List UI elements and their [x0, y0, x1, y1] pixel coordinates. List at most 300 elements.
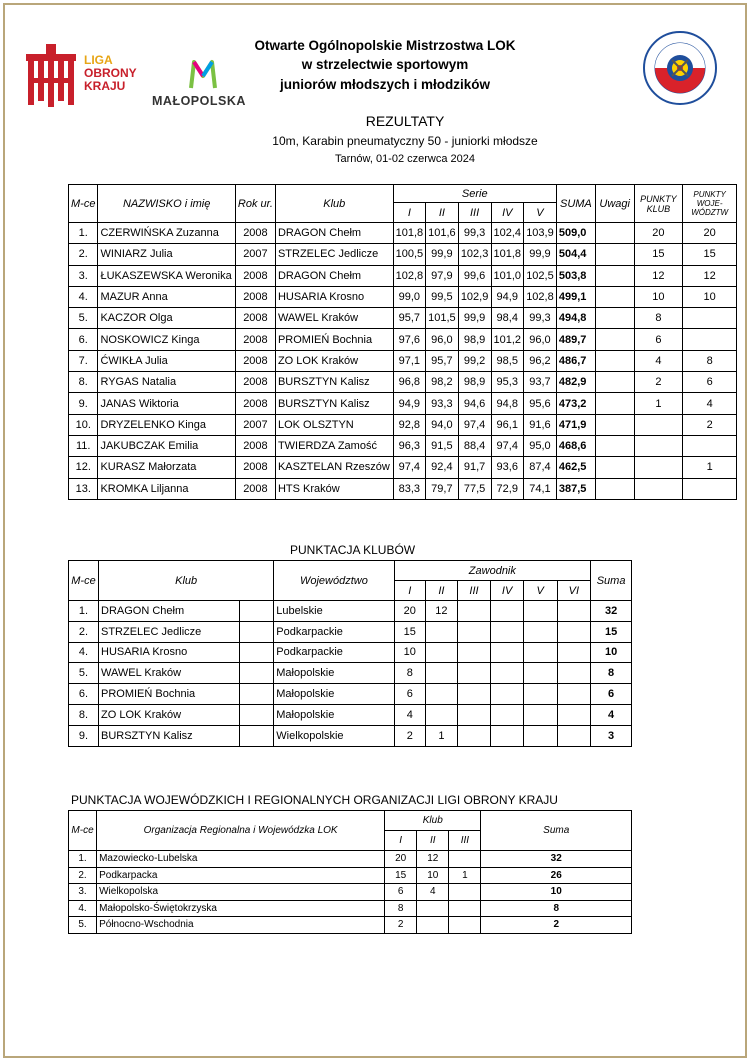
table-row	[69, 223, 737, 244]
col-year: Rok ur.	[235, 185, 275, 223]
clubs-col-z2: II	[426, 581, 458, 601]
points-cell: 10	[394, 642, 426, 663]
regions-table	[68, 810, 632, 934]
points-cell	[426, 663, 458, 684]
results-title: REZULTATY	[365, 113, 445, 129]
col-place: M-ce	[69, 185, 98, 223]
clubs-col-z3: III	[457, 581, 491, 601]
points-cell: 6	[394, 684, 426, 705]
eagle-logo-icon	[22, 42, 80, 110]
sum-cell: 32	[591, 601, 632, 622]
series-cell: 102,8	[393, 265, 426, 286]
series-cell: 79,7	[426, 478, 459, 499]
place-cell: 9.	[69, 725, 99, 746]
place-cell: 3.	[69, 265, 98, 286]
points-cell	[557, 663, 591, 684]
malopolska-m-icon	[188, 58, 218, 90]
points-cell	[557, 642, 591, 663]
competition-name: 10m, Karabin pneumatyczny 50 - juniorki młodsze	[272, 134, 538, 148]
series-cell: 97,4	[458, 414, 491, 435]
place-cell: 5.	[69, 308, 98, 329]
points-cell	[491, 704, 524, 725]
year-cell: 2008	[235, 350, 275, 371]
points-cell: 2	[385, 917, 417, 934]
place-cell: 8.	[69, 372, 98, 393]
series-cell: 98,9	[458, 329, 491, 350]
points-cell	[491, 642, 524, 663]
sum-cell: 503,8	[556, 265, 595, 286]
voiv-points-cell	[683, 435, 737, 456]
place-cell: 1.	[69, 223, 98, 244]
points-cell	[523, 621, 557, 642]
regions-col-place: M-ce	[69, 811, 97, 851]
series-cell: 95,7	[426, 350, 459, 371]
club-points-cell	[634, 478, 683, 499]
points-cell: 12	[426, 601, 458, 622]
year-cell: 2008	[235, 457, 275, 478]
club-points-cell: 4	[634, 350, 683, 371]
series-cell: 102,8	[524, 286, 557, 307]
place-cell: 1.	[69, 601, 99, 622]
points-cell	[523, 601, 557, 622]
notes-cell	[595, 244, 634, 265]
malopolska-text: MAŁOPOLSKA	[152, 94, 246, 108]
points-cell	[449, 884, 481, 901]
col-series: Serie	[393, 185, 556, 203]
points-cell: 10	[417, 867, 449, 884]
series-cell: 99,5	[426, 286, 459, 307]
series-cell: 94,9	[491, 286, 524, 307]
sum-cell: 489,7	[556, 329, 595, 350]
points-cell	[457, 601, 491, 622]
table-row	[69, 244, 737, 265]
header-line-1: Otwarte Ogólnopolskie Mistrzostwa LOK	[254, 38, 516, 53]
voiv-points-cell: 6	[683, 372, 737, 393]
liga-obrony-kraju-logo	[22, 42, 137, 110]
points-cell	[523, 642, 557, 663]
liga-text-line1: LIGA	[84, 53, 113, 67]
place-cell: 10.	[69, 414, 98, 435]
points-cell	[457, 621, 491, 642]
club-cell: WAWEL Kraków	[275, 308, 393, 329]
voiv-points-cell	[683, 478, 737, 499]
points-cell	[457, 704, 491, 725]
name-cell: CZERWIŃSKA Zuzanna	[98, 223, 235, 244]
col-club: Klub	[275, 185, 393, 223]
col-name: NAZWISKO i imię	[98, 185, 235, 223]
points-cell	[491, 684, 524, 705]
series-cell: 95,7	[393, 308, 426, 329]
club-points-cell	[634, 414, 683, 435]
series-cell: 72,9	[491, 478, 524, 499]
empty-cell	[239, 725, 274, 746]
regions-col-org: Organizacja Regionalna i Wojewódzka LOK	[97, 811, 385, 851]
sum-cell: 499,1	[556, 286, 595, 307]
col-sum: SUMA	[556, 185, 595, 223]
sum-cell: 6	[591, 684, 632, 705]
voiv-points-cell: 15	[683, 244, 737, 265]
points-cell	[523, 704, 557, 725]
series-cell: 96,3	[393, 435, 426, 456]
points-cell	[426, 621, 458, 642]
year-cell: 2007	[235, 244, 275, 265]
points-cell	[426, 704, 458, 725]
series-cell: 98,2	[426, 372, 459, 393]
series-cell: 101,6	[426, 223, 459, 244]
clubs-col-sum: Suma	[591, 561, 632, 601]
club-points-cell: 15	[634, 244, 683, 265]
place-cell: 7.	[69, 350, 98, 371]
points-cell	[457, 684, 491, 705]
series-cell: 102,9	[458, 286, 491, 307]
series-cell: 99,9	[524, 244, 557, 265]
notes-cell	[595, 329, 634, 350]
series-cell: 88,4	[458, 435, 491, 456]
series-cell: 87,4	[524, 457, 557, 478]
header-line-3: juniorów młodszych i młodzików	[279, 77, 490, 92]
points-cell	[417, 900, 449, 917]
voiv-cell: Małopolskie	[274, 704, 394, 725]
clubs-col-z5: V	[523, 581, 557, 601]
table-row	[69, 414, 737, 435]
col-s4: IV	[491, 203, 524, 223]
notes-cell	[595, 435, 634, 456]
sum-cell: 15	[591, 621, 632, 642]
table-row	[69, 663, 632, 684]
empty-cell	[239, 704, 274, 725]
series-cell: 96,0	[426, 329, 459, 350]
series-cell: 98,4	[491, 308, 524, 329]
series-cell: 95,0	[524, 435, 557, 456]
series-cell: 94,0	[426, 414, 459, 435]
sum-cell: 482,9	[556, 372, 595, 393]
series-cell: 97,4	[393, 457, 426, 478]
club-points-cell	[634, 435, 683, 456]
sum-cell: 471,9	[556, 414, 595, 435]
points-cell	[523, 663, 557, 684]
year-cell: 2008	[235, 265, 275, 286]
club-cell: PROMIEŃ Bochnia	[99, 684, 240, 705]
notes-cell	[595, 350, 634, 371]
series-cell: 92,8	[393, 414, 426, 435]
club-points-cell: 20	[634, 223, 683, 244]
series-cell: 93,3	[426, 393, 459, 414]
table-row	[69, 642, 632, 663]
name-cell: RYGAS Natalia	[98, 372, 235, 393]
sum-cell: 387,5	[556, 478, 595, 499]
table-row	[69, 725, 632, 746]
points-cell	[557, 684, 591, 705]
table-row	[69, 435, 737, 456]
points-cell	[557, 725, 591, 746]
series-cell: 83,3	[393, 478, 426, 499]
voiv-points-cell: 2	[683, 414, 737, 435]
empty-cell	[239, 601, 274, 622]
series-cell: 99,2	[458, 350, 491, 371]
clubs-title: PUNKTACJA KLUBÓW	[290, 543, 416, 557]
notes-cell	[595, 286, 634, 307]
points-cell: 4	[417, 884, 449, 901]
club-points-cell: 1	[634, 393, 683, 414]
name-cell: JANAS Wiktoria	[98, 393, 235, 414]
series-cell: 99,9	[426, 244, 459, 265]
series-cell: 99,9	[458, 308, 491, 329]
table-row	[69, 917, 632, 934]
points-cell: 8	[394, 663, 426, 684]
series-cell: 94,8	[491, 393, 524, 414]
voiv-cell: Małopolskie	[274, 684, 394, 705]
sum-cell: 3	[591, 725, 632, 746]
series-cell: 91,6	[524, 414, 557, 435]
place-cell: 8.	[69, 704, 99, 725]
club-cell: HTS Kraków	[275, 478, 393, 499]
year-cell: 2008	[235, 393, 275, 414]
points-cell: 6	[385, 884, 417, 901]
points-cell: 12	[417, 851, 449, 868]
table-row	[69, 867, 632, 884]
club-points-cell: 2	[634, 372, 683, 393]
club-cell: STRZELEC Jedlicze	[275, 244, 393, 265]
series-cell: 96,2	[524, 350, 557, 371]
col-s1: I	[393, 203, 426, 223]
table-row	[69, 308, 737, 329]
series-cell: 96,0	[524, 329, 557, 350]
place-cell: 2.	[69, 244, 98, 265]
points-cell	[491, 725, 524, 746]
club-cell: WAWEL Kraków	[99, 663, 240, 684]
name-cell: ŁUKASZEWSKA Weronika	[98, 265, 235, 286]
notes-cell	[595, 414, 634, 435]
name-cell: MAZUR Anna	[98, 286, 235, 307]
empty-cell	[239, 663, 274, 684]
sum-cell: 4	[591, 704, 632, 725]
empty-cell	[239, 684, 274, 705]
place-cell: 13.	[69, 478, 98, 499]
series-cell: 74,1	[524, 478, 557, 499]
points-cell	[457, 663, 491, 684]
points-cell	[417, 917, 449, 934]
points-cell	[523, 725, 557, 746]
table-row	[69, 265, 737, 286]
series-cell: 91,7	[458, 457, 491, 478]
clubs-table	[68, 560, 632, 747]
year-cell: 2008	[235, 308, 275, 329]
points-cell	[449, 917, 481, 934]
results-table	[68, 184, 737, 500]
series-cell: 97,1	[393, 350, 426, 371]
club-cell: DRAGON Chełm	[275, 223, 393, 244]
club-cell: BURSZTYN Kalisz	[275, 372, 393, 393]
series-cell: 97,9	[426, 265, 459, 286]
series-cell: 93,6	[491, 457, 524, 478]
name-cell: ĆWIKŁA Julia	[98, 350, 235, 371]
table-row	[69, 900, 632, 917]
org-cell: Podkarpacka	[97, 867, 385, 884]
regions-col-k2: II	[417, 831, 449, 851]
points-cell	[523, 684, 557, 705]
series-cell: 95,6	[524, 393, 557, 414]
header-line-2: w strzelectwie sportowym	[301, 57, 469, 72]
voiv-cell: Wielkopolskie	[274, 725, 394, 746]
table-row	[69, 851, 632, 868]
name-cell: KACZOR Olga	[98, 308, 235, 329]
series-cell: 102,5	[524, 265, 557, 286]
series-cell: 93,7	[524, 372, 557, 393]
sum-cell: 486,7	[556, 350, 595, 371]
year-cell: 2008	[235, 435, 275, 456]
sum-cell: 8	[481, 900, 632, 917]
clubs-col-place: M-ce	[69, 561, 99, 601]
clubs-col-z1: I	[394, 581, 426, 601]
series-cell: 98,9	[458, 372, 491, 393]
empty-cell	[239, 621, 274, 642]
series-cell: 95,3	[491, 372, 524, 393]
org-cell: Mazowiecko-Lubelska	[97, 851, 385, 868]
name-cell: KURASZ Małorzata	[98, 457, 235, 478]
place-cell: 11.	[69, 435, 98, 456]
series-cell: 96,1	[491, 414, 524, 435]
club-cell: HUSARIA Krosno	[275, 286, 393, 307]
place-cell: 4.	[69, 900, 97, 917]
year-cell: 2008	[235, 329, 275, 350]
club-cell: BURSZTYN Kalisz	[275, 393, 393, 414]
voiv-points-cell: 4	[683, 393, 737, 414]
table-row	[69, 684, 632, 705]
liga-text-line3: KRAJU	[84, 79, 126, 93]
place-cell: 2.	[69, 867, 97, 884]
table-row	[69, 286, 737, 307]
series-cell: 101,0	[491, 265, 524, 286]
club-cell: DRAGON Chełm	[99, 601, 240, 622]
liga-text-line2: OBRONY	[84, 66, 137, 80]
series-cell: 99,6	[458, 265, 491, 286]
org-cell: Wielkopolska	[97, 884, 385, 901]
series-cell: 94,9	[393, 393, 426, 414]
place-cell: 3.	[69, 884, 97, 901]
club-cell: DRAGON Chełm	[275, 265, 393, 286]
points-cell	[557, 601, 591, 622]
series-cell: 99,3	[524, 308, 557, 329]
year-cell: 2008	[235, 478, 275, 499]
sum-cell: 462,5	[556, 457, 595, 478]
table-row	[69, 457, 737, 478]
clubs-col-voiv: Województwo	[274, 561, 394, 601]
club-points-cell: 12	[634, 265, 683, 286]
sum-cell: 8	[591, 663, 632, 684]
series-cell: 97,6	[393, 329, 426, 350]
club-cell: HUSARIA Krosno	[99, 642, 240, 663]
table-row	[69, 329, 737, 350]
points-cell	[457, 725, 491, 746]
series-cell: 98,5	[491, 350, 524, 371]
series-cell: 102,4	[491, 223, 524, 244]
club-points-cell: 8	[634, 308, 683, 329]
voiv-points-cell	[683, 308, 737, 329]
place-cell: 12.	[69, 457, 98, 478]
sum-cell: 10	[591, 642, 632, 663]
club-cell: ZO LOK Kraków	[99, 704, 240, 725]
series-cell: 99,3	[458, 223, 491, 244]
notes-cell	[595, 478, 634, 499]
sum-cell: 509,0	[556, 223, 595, 244]
club-cell: TWIERDZA Zamość	[275, 435, 393, 456]
place-cell: 4.	[69, 642, 99, 663]
clubs-col-club: Klub	[99, 561, 274, 601]
series-cell: 100,5	[393, 244, 426, 265]
sum-cell: 468,6	[556, 435, 595, 456]
place-cell: 4.	[69, 286, 98, 307]
table-row	[69, 393, 737, 414]
club-cell: PROMIEŃ Bochnia	[275, 329, 393, 350]
points-cell: 15	[385, 867, 417, 884]
series-cell: 101,2	[491, 329, 524, 350]
club-cell: BURSZTYN Kalisz	[99, 725, 240, 746]
org-cell: Małopolsko-Świętokrzyska	[97, 900, 385, 917]
place-cell: 1.	[69, 851, 97, 868]
table-row	[69, 601, 632, 622]
series-cell: 96,8	[393, 372, 426, 393]
sum-cell: 473,2	[556, 393, 595, 414]
table-row	[69, 884, 632, 901]
place-cell: 5.	[69, 663, 99, 684]
sum-cell: 10	[481, 884, 632, 901]
voiv-cell: Podkarpackie	[274, 621, 394, 642]
clubs-col-z4: IV	[491, 581, 524, 601]
series-cell: 97,4	[491, 435, 524, 456]
points-cell	[457, 642, 491, 663]
place-cell: 5.	[69, 917, 97, 934]
regions-title: PUNKTACJA WOJEWÓDZKICH I REGIONALNYCH ORGANIZACJI LIGI OBRONY KRAJU	[71, 793, 558, 807]
notes-cell	[595, 393, 634, 414]
points-cell	[449, 851, 481, 868]
voiv-points-cell: 12	[683, 265, 737, 286]
sum-cell: 494,8	[556, 308, 595, 329]
col-s5: V	[524, 203, 557, 223]
sum-cell: 32	[481, 851, 632, 868]
org-cell: Północno-Wschodnia	[97, 917, 385, 934]
series-cell: 102,3	[458, 244, 491, 265]
col-voiv-points: PUNKTY WOJE- WÓDZTW	[683, 185, 737, 223]
table-row	[69, 478, 737, 499]
col-notes: Uwagi	[595, 185, 634, 223]
place-date: Tarnów, 01-02 czerwca 2024	[334, 153, 476, 165]
empty-cell	[239, 642, 274, 663]
points-cell: 1	[426, 725, 458, 746]
points-cell	[491, 621, 524, 642]
sum-cell: 504,4	[556, 244, 595, 265]
name-cell: DRYZELENKO Kinga	[98, 414, 235, 435]
year-cell: 2008	[235, 223, 275, 244]
points-cell	[557, 704, 591, 725]
place-cell: 6.	[69, 329, 98, 350]
series-cell: 92,4	[426, 457, 459, 478]
table-row	[69, 372, 737, 393]
regions-col-sum: Suma	[481, 811, 632, 851]
notes-cell	[595, 265, 634, 286]
points-cell: 2	[394, 725, 426, 746]
points-cell	[426, 684, 458, 705]
name-cell: NOSKOWICZ Kinga	[98, 329, 235, 350]
notes-cell	[595, 223, 634, 244]
club-cell: LOK OLSZTYN	[275, 414, 393, 435]
club-points-cell: 6	[634, 329, 683, 350]
voiv-points-cell: 10	[683, 286, 737, 307]
table-row	[69, 621, 632, 642]
col-club-points: PUNKTY KLUB	[634, 185, 683, 223]
notes-cell	[595, 308, 634, 329]
voiv-cell: Podkarpackie	[274, 642, 394, 663]
club-cell: KASZTELAN Rzeszów	[275, 457, 393, 478]
